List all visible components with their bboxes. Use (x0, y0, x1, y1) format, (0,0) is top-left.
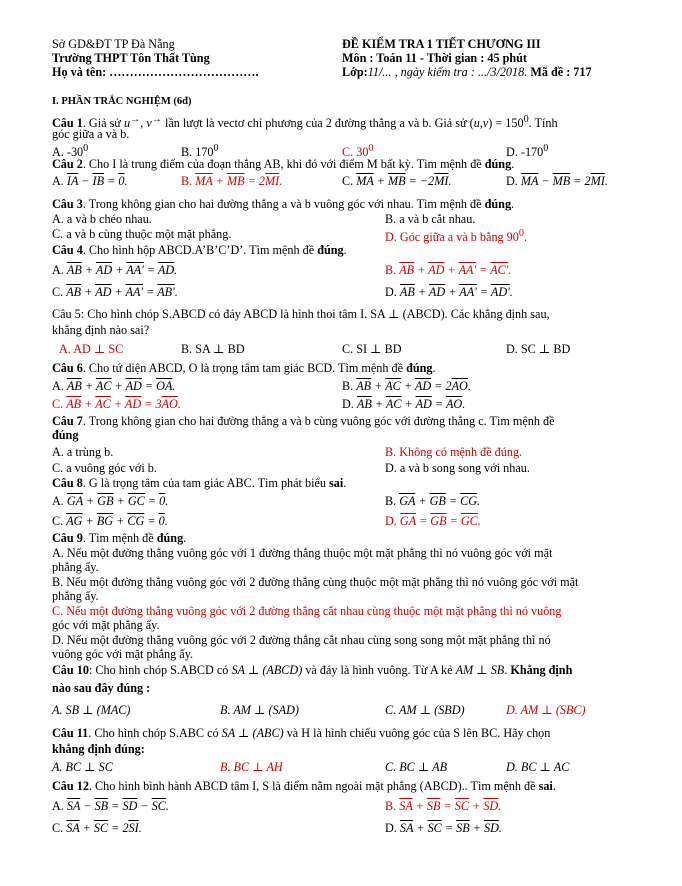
q5-option-a[interactable]: A. AD ⊥ SC (59, 342, 124, 356)
q11-option-c[interactable]: C. BC ⊥ AB (385, 760, 448, 774)
school-name: Trường THPT Tôn Thất Tùng (52, 51, 210, 65)
q4-option-a[interactable]: A. $\overline{AB} + \overline{AD} + AA' = \overline{AD}$. (52, 263, 178, 277)
q10-label: Câu 10 (52, 663, 89, 677)
q12-option-c[interactable]: C. $\overline{SA} + \overline{SC} = 2\overline{SI}$. (52, 821, 142, 835)
q8-option-b[interactable]: B. $\overline{GA} + \overline{GB} = \overline{CG}$. (385, 494, 481, 508)
q6-option-b[interactable]: B. $\overline{AB} + \overline{AC} + \overline{AD} = 2\overline{AO}$. (342, 379, 471, 393)
q8-option-c[interactable]: C. $\overline{AG} + \overline{BG} + \overline{CG} = 0$. (52, 514, 168, 528)
question-2: Câu 2. Cho I là trung điểm của đoạn thẳng AB, khi đó với điểm M bất kỳ. Tìm mệnh đề đúng. (52, 157, 515, 171)
q1-text-b: lần lượt là vectơ chỉ phương của 2 đường thẳng a và b. Giả sử (161, 116, 470, 131)
q1-line2: góc giữa a và b. (52, 127, 130, 141)
q1-option-c[interactable]: C. $30^0$ (342, 143, 374, 160)
q11-math: SA ⊥ (ABC) (221, 726, 284, 740)
q10-option-b[interactable]: B. AM ⊥ (SAD) (220, 703, 299, 717)
q5-option-c[interactable]: C. SI ⊥ BD (342, 342, 402, 356)
q9-label: Câu 9 (52, 531, 83, 545)
q5-option-b[interactable]: B. SA ⊥ BD (181, 342, 245, 356)
q11-label: Câu 11 (52, 726, 89, 740)
q12-option-d[interactable]: D. $\overline{SA} + \overline{SC} = \overline{SB} + \overline{SD}$. (385, 821, 502, 835)
q12-bold: sai (538, 779, 553, 793)
q6-label: Câu 6 (52, 361, 83, 375)
q10-text-c: . (504, 663, 511, 677)
question-10 (52, 663, 572, 677)
exam-code: Mã đề : 717 (530, 65, 592, 79)
q10-math-2: AM ⊥ SB (455, 663, 505, 677)
q2-text: . Cho I là trung điểm của đoạn thẳng AB, khi đó với điểm M bất kỳ. Tìm mệnh đề (82, 157, 485, 171)
q3-option-c[interactable]: C. a và b cùng thuộc một mặt phẳng. (52, 227, 232, 241)
q4-label: Câu 4 (52, 243, 83, 257)
q2-label: Câu 2 (52, 157, 83, 171)
question-9: Câu 9. Tìm mệnh đề đúng. (52, 531, 187, 545)
section-heading: I. PHẦN TRẮC NGHIỆM (6đ) (52, 96, 192, 107)
q3-option-d[interactable]: D. Góc giữa a và b bằng $90^0$. (385, 228, 527, 245)
q8-bold: sai (329, 476, 344, 490)
q1-label: Câu 1 (52, 116, 83, 131)
q3-option-b[interactable]: B. a và b cắt nhau. (385, 212, 476, 226)
q11-line2: khẳng định đúng: (52, 742, 145, 756)
q1-text-c: = 150 (492, 116, 524, 131)
question-3: Câu 3. Trong không gian cho hai đường thẳng a và b vuông góc với nhau. Tìm mệnh đề đúng. (52, 197, 515, 211)
q2-option-d[interactable]: D. $\overline{MA} - \overline{MB} = 2\overline{MI}$. (506, 174, 608, 188)
q10-bold: Khẳng định (510, 663, 573, 677)
q2-bold: đúng (484, 157, 512, 171)
q11-option-a[interactable]: A. BC ⊥ SC (52, 760, 113, 774)
q4-option-b[interactable]: B. $\overline{AB} + \overline{AD} + AA' = AC'$. (385, 263, 512, 277)
q2-option-c[interactable]: C. $\overline{MA} + \overline{MB} = -2\overline{MI}$. (342, 174, 452, 188)
q6-option-c[interactable]: C. $\overline{AB} + \overline{AC} + \overline{AD} = 3\overline{AO}$. (52, 397, 181, 411)
q5-option-d[interactable]: D. SC ⊥ BD (506, 342, 571, 356)
q10-option-a[interactable]: A. SB ⊥ (MAC) (52, 703, 131, 717)
q3-bold: đúng (484, 197, 512, 211)
q4-bold: đúng (317, 243, 344, 257)
q11-text-b: và H là hình chiếu vuông góc của S lên BC. Hãy chọn (283, 726, 551, 740)
q3-option-a[interactable]: A. a và b chéo nhau. (52, 212, 152, 226)
q11-option-b[interactable]: B. BC ⊥ AH (220, 760, 283, 774)
exam-title: ĐỀ KIỂM TRA 1 TIẾT CHƯƠNG III (342, 37, 541, 51)
q7-option-a[interactable]: A. a trùng b. (52, 445, 114, 459)
q9-option-c[interactable]: C. Nếu một đường thẳng vuông góc với 2 đường thẳng cắt nhau cùng thuộc một mặt phẳng thì nó vuông (52, 604, 562, 618)
q7-option-c[interactable]: C. a vuông góc với b. (52, 461, 157, 475)
q9-text: . Tìm mệnh đề (82, 531, 157, 545)
class-label: Lớp: (342, 65, 368, 79)
q7-text: . Trong không gian cho hai đường thẳng a và b cùng vuông góc với đường thẳng c. Tìm mệnh đề (82, 414, 555, 428)
exam-class-line (342, 65, 592, 79)
q6-option-a[interactable]: A. $\overline{AB} + \overline{AC} + \overline{AD} = \overline{OA}$. (52, 379, 176, 393)
q6-bold: đúng (406, 361, 433, 375)
question-4: Câu 4. Cho hình hộp ABCD.A’B’C’D’. Tìm mệnh đề đúng. (52, 243, 347, 257)
q2-option-a[interactable]: A. $\overline{IA} - \overline{IB} = 0$. (52, 174, 128, 188)
q1-option-a[interactable]: A. $-30^0$ (52, 143, 89, 160)
q9-bold: đúng (156, 531, 184, 545)
q1-text-d: . Tính (528, 116, 558, 131)
q10-option-c[interactable]: C. AM ⊥ (SBD) (385, 703, 465, 717)
q7-option-d[interactable]: D. a và b song song với nhau. (385, 461, 530, 475)
q4-option-c[interactable]: C. $\overline{AB} + \overline{AD} + AA' = AB'$. (52, 285, 178, 299)
question-11 (52, 726, 550, 740)
question-12: Câu 12. Cho hình bình hành ABCD tâm I, S là điểm nằm ngoài mặt phẳng (ABCD).. Tìm mệnh đề sai. (52, 779, 556, 793)
question-8: Câu 8. G là trọng tâm của tam giác ABC. Tìm phát biểu sai. (52, 476, 347, 490)
question-6: Câu 6. Cho tứ diện ABCD, O là trọng tâm tam giác BCD. Tìm mệnh đề đúng. (52, 361, 436, 375)
q9-option-a[interactable]: A. Nếu một đường thẳng vuông góc với 1 đường thẳng thuộc một mặt phẳng thì nó vuông góc với mặt (52, 546, 553, 560)
q8-option-a[interactable]: A. $\overline{GA} + \overline{GB} + \overline{GC} = 0$. (52, 494, 169, 508)
q11-text-a: . Cho hình chóp S.ABC có (88, 726, 222, 740)
q7-line2: đúng (52, 428, 79, 442)
q1-option-d[interactable]: D. $-170^0$ (506, 143, 549, 160)
q10-text-b: và đáy là hình vuông. Từ A kẻ (302, 663, 456, 677)
q9-option-d[interactable]: D. Nếu một đường thẳng vuông góc với 2 đường thẳng cắt nhau cùng song song một mặt phẳng thì nó (52, 633, 551, 647)
q9-option-b-cont: phẳng ấy. (52, 589, 99, 603)
q8-text: . G là trọng tâm của tam giác ABC. Tìm phát biểu (82, 476, 330, 490)
q1-text: . Giả sử (82, 116, 124, 131)
q4-option-d[interactable]: D. $\overline{AB} + \overline{AD} + AA' = AD'$. (385, 285, 513, 299)
q11-option-d[interactable]: D. BC ⊥ AC (506, 760, 570, 774)
q3-label: Câu 3 (52, 197, 83, 211)
question-5: Câu 5: Cho hình chóp S.ABCD có đáy ABCD là hình thoi tâm I. SA ⊥ (ABCD). Các khẳng định sau, (52, 307, 550, 321)
q10-text-a: : Cho hình chóp S.ABCD có (88, 663, 232, 677)
q6-text: . Cho tứ diện ABCD, O là trọng tâm tam giác BCD. Tìm mệnh đề (82, 361, 407, 375)
q6-option-d[interactable]: D. $\overline{AB} + \overline{AC} + \overline{AD} = \overline{AO}$. (342, 397, 466, 411)
q8-label: Câu 8 (52, 476, 83, 490)
q5-line2: khẳng định nào sai? (52, 323, 150, 337)
q12-option-a[interactable]: A. $\overline{SA} - \overline{SB} = \overline{SD} - \overline{SC}$. (52, 799, 169, 813)
question-1: Câu 1. Giả sử u→, v→ lần lượt là vectơ chỉ phương của 2 đường thẳng a và b. Giả sử $(u,v) = 150^0$. Tính (52, 114, 558, 131)
q9-option-a-cont: phẳng ấy. (52, 560, 99, 574)
q10-math-1: SA ⊥ (ABCD) (231, 663, 303, 677)
q10-line2: nào sau đây đúng : (52, 681, 151, 695)
question-7 (52, 414, 555, 428)
q8-option-d[interactable]: D. $\overline{GA} = \overline{GB} = \overline{GC}$. (385, 514, 481, 528)
q9-option-d-cont: vuông góc với mặt phẳng ấy. (52, 647, 194, 661)
class-date: 11/... , ngày kiểm tra : .../3/2018. (367, 65, 531, 79)
q4-text: . Cho hình hộp ABCD.A’B’C’D’. Tìm mệnh đề (82, 243, 318, 257)
q2-option-b[interactable]: B. $\overline{MA} + \overline{MB} = 2\overline{MI}$. (181, 174, 283, 188)
exam-subject: Môn : Toán 11 - Thời gian : 45 phút (342, 51, 527, 65)
q9-option-c-cont: góc với mặt phẳng ấy. (52, 618, 160, 632)
q10-option-d[interactable]: D. AM ⊥ (SBC) (506, 703, 586, 717)
q9-option-b[interactable]: B. Nếu một đường thẳng vuông góc với 2 đường thẳng cùng thuộc một mặt phẳng thì nó vuông góc với mặt (52, 575, 579, 589)
student-name-field: Họ và tên: ………………………………. (52, 65, 259, 79)
q7-label: Câu 7 (52, 414, 83, 428)
q12-option-b[interactable]: B. $\overline{SA} + \overline{SB} = \overline{SC} + \overline{SD}$. (385, 799, 502, 813)
school-dept: Sở GD&ĐT TP Đà Nẵng (52, 37, 175, 51)
q1-option-b[interactable]: B. $170^0$ (181, 143, 219, 160)
q12-text: . Cho hình bình hành ABCD tâm I, S là điểm nằm ngoài mặt phẳng (ABCD).. Tìm mệnh đề (88, 779, 539, 793)
q3-text: . Trong không gian cho hai đường thẳng a và b vuông góc với nhau. Tìm mệnh đề (82, 197, 485, 211)
q12-label: Câu 12 (52, 779, 89, 793)
q7-option-b[interactable]: B. Không có mệnh đề đúng. (385, 445, 523, 459)
